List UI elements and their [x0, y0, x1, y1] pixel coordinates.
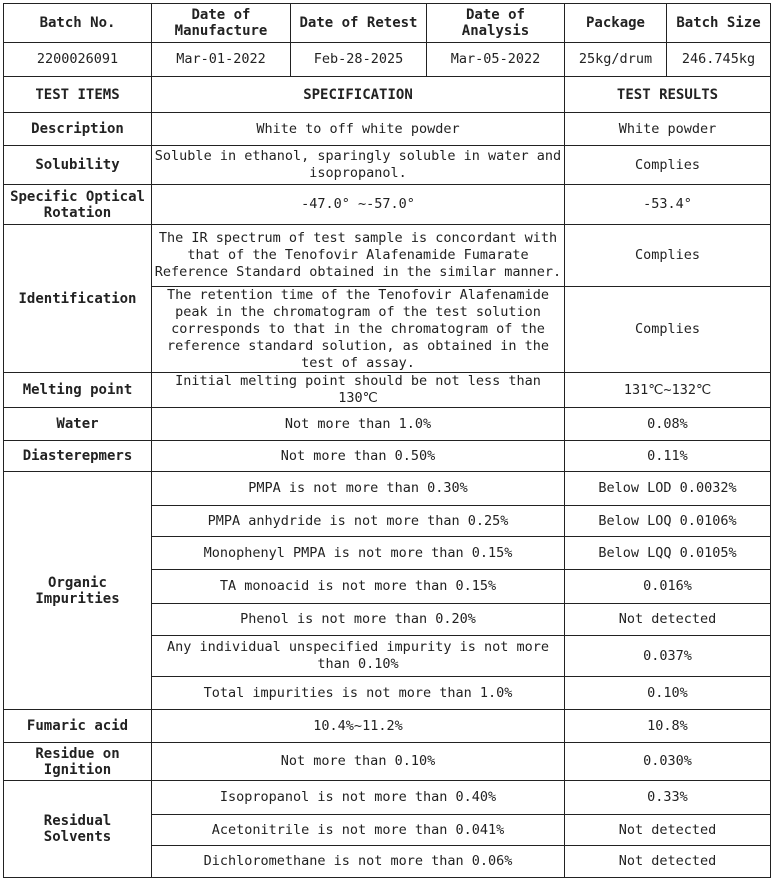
result-description: White powder: [565, 113, 771, 146]
header-batch-no: Batch No.: [4, 4, 152, 43]
spec-organic-impurity: Phenol is not more than 0.20%: [152, 604, 565, 636]
package-value: 25kg/drum: [565, 43, 667, 77]
table-row: [4, 113, 771, 146]
item-fumaric-acid: Fumaric acid: [4, 710, 152, 743]
spec-organic-impurity: TA monoacid is not more than 0.15%: [152, 570, 565, 604]
column-specification: SPECIFICATION: [152, 77, 565, 113]
spec-organic-impurity: Total impurities is not more than 1.0%: [152, 677, 565, 710]
date-analysis-value: Mar-05-2022: [427, 43, 565, 77]
spec-identification-hplc: The retention time of the Tenofovir Alafenamide peak in the chromatogram of the test solution corresponds to that in the chromatogram of the reference standard solution, as obtained in the test of assay.: [152, 287, 565, 373]
item-organic-impurities: Organic Impurities: [4, 472, 152, 710]
item-identification: Identification: [4, 225, 152, 373]
coa-table: [3, 3, 771, 878]
table-row: [4, 710, 771, 743]
result-diastereomers: 0.11%: [565, 441, 771, 472]
table-row: [4, 146, 771, 185]
result-organic-impurity: Below LQQ 0.0105%: [565, 537, 771, 570]
table-row: [4, 472, 771, 506]
header-date-retest: Date of Retest: [291, 4, 427, 43]
result-residual-solvent: Not detected: [565, 846, 771, 878]
result-organic-impurity: 0.10%: [565, 677, 771, 710]
result-optical-rotation: -53.4°: [565, 185, 771, 225]
item-optical-rotation: Specific Optical Rotation: [4, 185, 152, 225]
result-identification-hplc: Complies: [565, 287, 771, 373]
batch-size-value: 246.745kg: [667, 43, 771, 77]
column-test-items: TEST ITEMS: [4, 77, 152, 113]
spec-fumaric-acid: 10.4%~11.2%: [152, 710, 565, 743]
batch-no-value: 2200026091: [4, 43, 152, 77]
spec-identification-ir: The IR spectrum of test sample is concordant with that of the Tenofovir Alafenamide Fumarate Reference Standard obtained in the similar manner.: [152, 225, 565, 287]
result-residual-solvent: 0.33%: [565, 781, 771, 815]
item-solubility: Solubility: [4, 146, 152, 185]
spec-description: White to off white powder: [152, 113, 565, 146]
item-residue-on-ignition: Residue on Ignition: [4, 743, 152, 781]
spec-organic-impurity: Monophenyl PMPA is not more than 0.15%: [152, 537, 565, 570]
spec-residual-solvent: Dichloromethane is not more than 0.06%: [152, 846, 565, 878]
header-package: Package: [565, 4, 667, 43]
column-test-results: TEST RESULTS: [565, 77, 771, 113]
table-row: [4, 225, 771, 287]
spec-water: Not more than 1.0%: [152, 408, 565, 441]
item-residual-solvents: Residual Solvents: [4, 781, 152, 878]
spec-organic-impurity: Any individual unspecified impurity is not more than 0.10%: [152, 636, 565, 677]
date-retest-value: Feb-28-2025: [291, 43, 427, 77]
header-batch-size: Batch Size: [667, 4, 771, 43]
columns-row: [4, 77, 771, 113]
table-row: [4, 781, 771, 815]
header-date-manufacture: Date of Manufacture: [152, 4, 291, 43]
table-row: [4, 743, 771, 781]
spec-melting-point: Initial melting point should be not less than 130℃: [152, 373, 565, 408]
item-description: Description: [4, 113, 152, 146]
spec-residual-solvent: Isopropanol is not more than 0.40%: [152, 781, 565, 815]
result-organic-impurity: Not detected: [565, 604, 771, 636]
spec-organic-impurity: PMPA is not more than 0.30%: [152, 472, 565, 506]
result-organic-impurity: 0.016%: [565, 570, 771, 604]
item-water: Water: [4, 408, 152, 441]
result-solubility: Complies: [565, 146, 771, 185]
table-row: [4, 185, 771, 225]
spec-residual-solvent: Acetonitrile is not more than 0.041%: [152, 815, 565, 846]
header-date-analysis: Date of Analysis: [427, 4, 565, 43]
result-melting-point: 131℃~132℃: [565, 373, 771, 408]
spec-solubility: Soluble in ethanol, sparingly soluble in water and isopropanol.: [152, 146, 565, 185]
result-residue-on-ignition: 0.030%: [565, 743, 771, 781]
item-diastereomers: Diasterepmers: [4, 441, 152, 472]
spec-diastereomers: Not more than 0.50%: [152, 441, 565, 472]
table-row: [4, 408, 771, 441]
result-organic-impurity: 0.037%: [565, 636, 771, 677]
spec-optical-rotation: -47.0° ~-57.0°: [152, 185, 565, 225]
header-row: [4, 4, 771, 43]
spec-residue-on-ignition: Not more than 0.10%: [152, 743, 565, 781]
result-organic-impurity: Below LOD 0.0032%: [565, 472, 771, 506]
result-fumaric-acid: 10.8%: [565, 710, 771, 743]
result-water: 0.08%: [565, 408, 771, 441]
item-melting-point: Melting point: [4, 373, 152, 408]
spec-organic-impurity: PMPA anhydride is not more than 0.25%: [152, 506, 565, 537]
result-identification-ir: Complies: [565, 225, 771, 287]
table-row: [4, 373, 771, 408]
result-residual-solvent: Not detected: [565, 815, 771, 846]
result-organic-impurity: Below LOQ 0.0106%: [565, 506, 771, 537]
table-row: [4, 441, 771, 472]
date-manufacture-value: Mar-01-2022: [152, 43, 291, 77]
batch-row: [4, 43, 771, 77]
